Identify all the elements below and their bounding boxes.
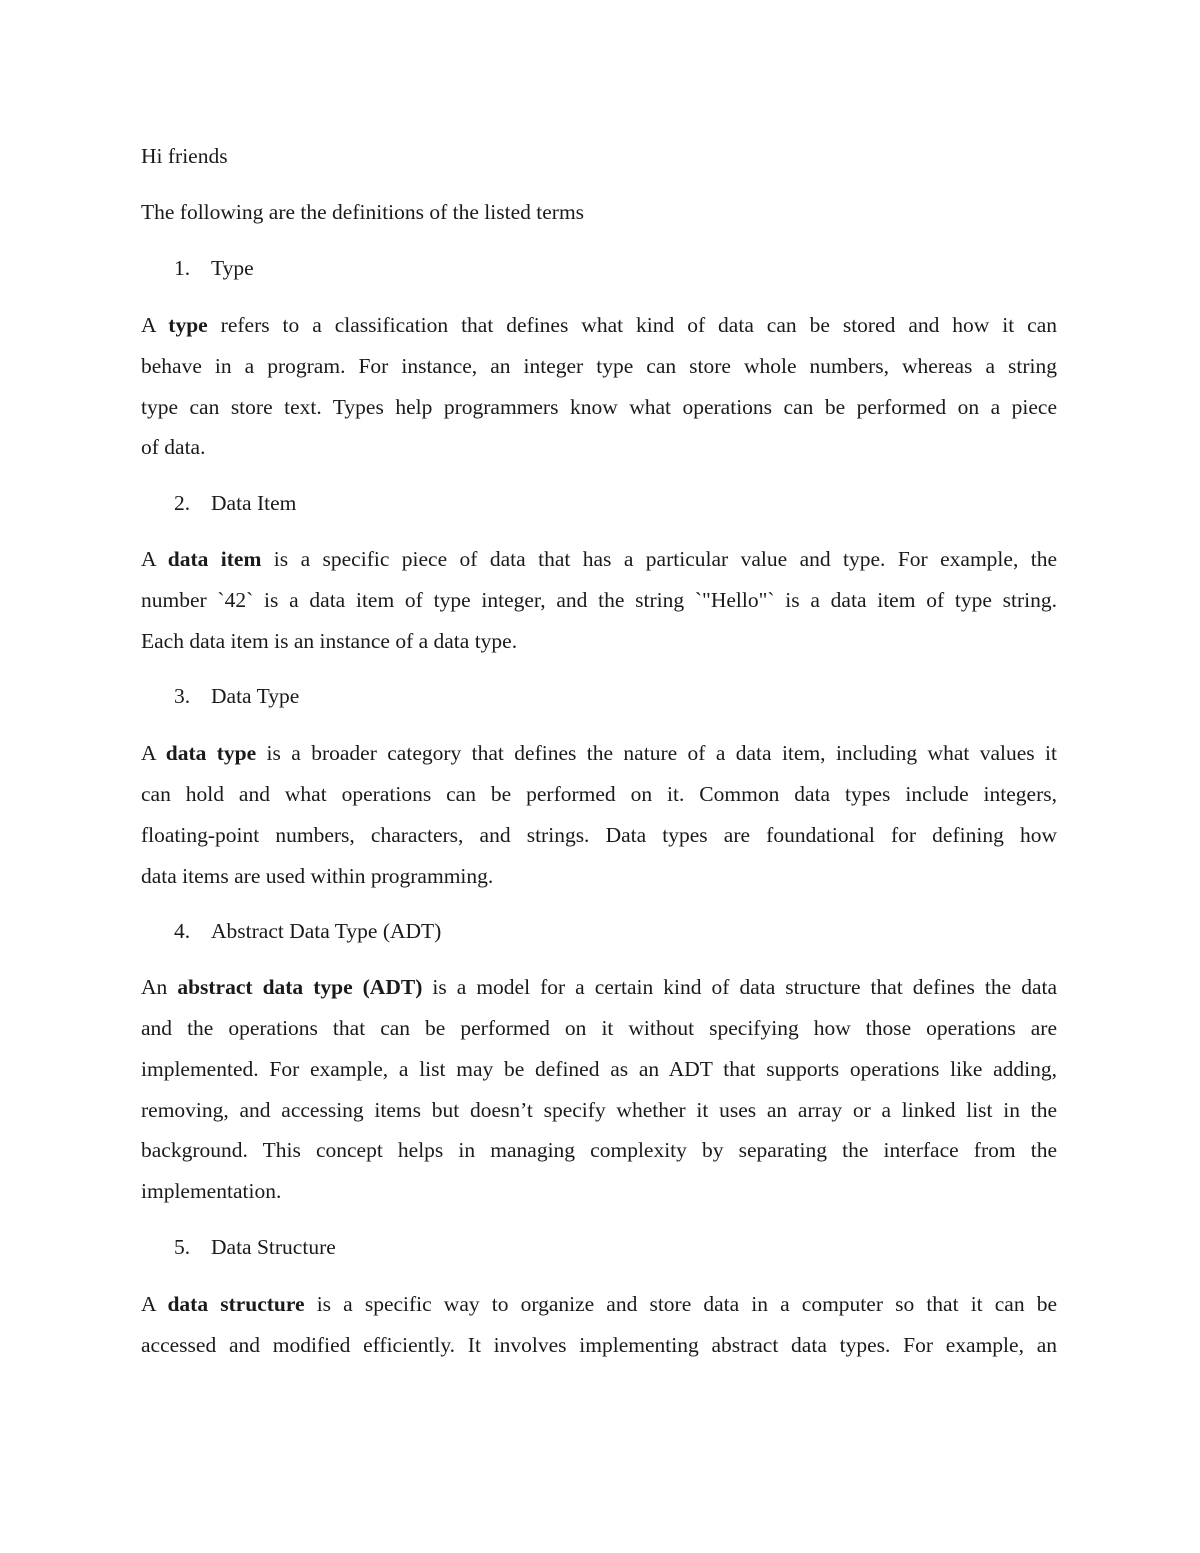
paragraph-line: A data structure is a specific way to organize and store data in a computer so that it can be bbox=[141, 1292, 1057, 1316]
list-title: Data Type bbox=[211, 684, 300, 708]
term-bold: data type bbox=[165, 741, 257, 765]
term-bold: data structure bbox=[167, 1292, 305, 1316]
paragraph-line: data items are used within programming. bbox=[141, 864, 494, 888]
paragraph-line: and the operations that can be performed on it without specifying how those operations are bbox=[141, 1016, 1057, 1040]
list-number: 3. bbox=[174, 684, 191, 708]
paragraph-line: A data type is a broader category that defines the nature of a data item, including what values it bbox=[141, 741, 1057, 765]
list-title: Abstract Data Type (ADT) bbox=[211, 919, 442, 943]
list-item-data-structure bbox=[174, 1237, 336, 1259]
paragraph-line: floating-point numbers, characters, and strings. Data types are foundational for defining how bbox=[141, 823, 1057, 847]
list-title: Data Structure bbox=[211, 1235, 336, 1259]
paragraph-line: Each data item is an instance of a data type. bbox=[141, 629, 518, 653]
paragraph-line: A type refers to a classification that defines what kind of data can be stored and how it can bbox=[141, 313, 1057, 337]
paragraph-line: number `42` is a data item of type integer, and the string `"Hello"` is a data item of type string. bbox=[141, 588, 1057, 612]
list-title: Type bbox=[211, 256, 254, 280]
paragraph-line: removing, and accessing items but doesn’t specify whether it uses an array or a linked list in the bbox=[141, 1098, 1057, 1122]
intro-text: The following are the definitions of the listed terms bbox=[141, 200, 585, 224]
paragraph-line: of data. bbox=[141, 435, 206, 459]
paragraph-line: accessed and modified efficiently. It involves implementing abstract data types. For example, an bbox=[141, 1333, 1057, 1357]
list-number: 4. bbox=[174, 919, 191, 943]
list-number: 2. bbox=[174, 491, 191, 515]
list-item-data-type bbox=[174, 686, 299, 708]
list-item-abstract-data-type bbox=[174, 921, 441, 943]
list-item-data-item bbox=[174, 493, 296, 515]
paragraph-line: background. This concept helps in managing complexity by separating the interface from the bbox=[141, 1138, 1057, 1162]
paragraph-line: behave in a program. For instance, an integer type can store whole numbers, whereas a string bbox=[141, 354, 1057, 378]
list-number: 5. bbox=[174, 1235, 191, 1259]
paragraph-line: implementation. bbox=[141, 1179, 282, 1203]
paragraph-line: type can store text. Types help programmers know what operations can be performed on a piece bbox=[141, 395, 1057, 419]
term-bold: type bbox=[168, 313, 208, 337]
paragraph-line: implemented. For example, a list may be defined as an ADT that supports operations like adding, bbox=[141, 1057, 1057, 1081]
greeting: Hi friends bbox=[141, 144, 228, 168]
term-bold: abstract data type (ADT) bbox=[177, 975, 423, 999]
paragraph-line: can hold and what operations can be performed on it. Common data types include integers, bbox=[141, 782, 1057, 806]
list-title: Data Item bbox=[211, 491, 297, 515]
list-number: 1. bbox=[174, 256, 191, 280]
term-bold: data item bbox=[167, 547, 262, 571]
list-item-type bbox=[174, 258, 254, 280]
paragraph-line: An abstract data type (ADT) is a model for a certain kind of data structure that defines the data bbox=[141, 975, 1058, 999]
paragraph-line: A data item is a specific piece of data that has a particular value and type. For example, the bbox=[141, 547, 1057, 571]
